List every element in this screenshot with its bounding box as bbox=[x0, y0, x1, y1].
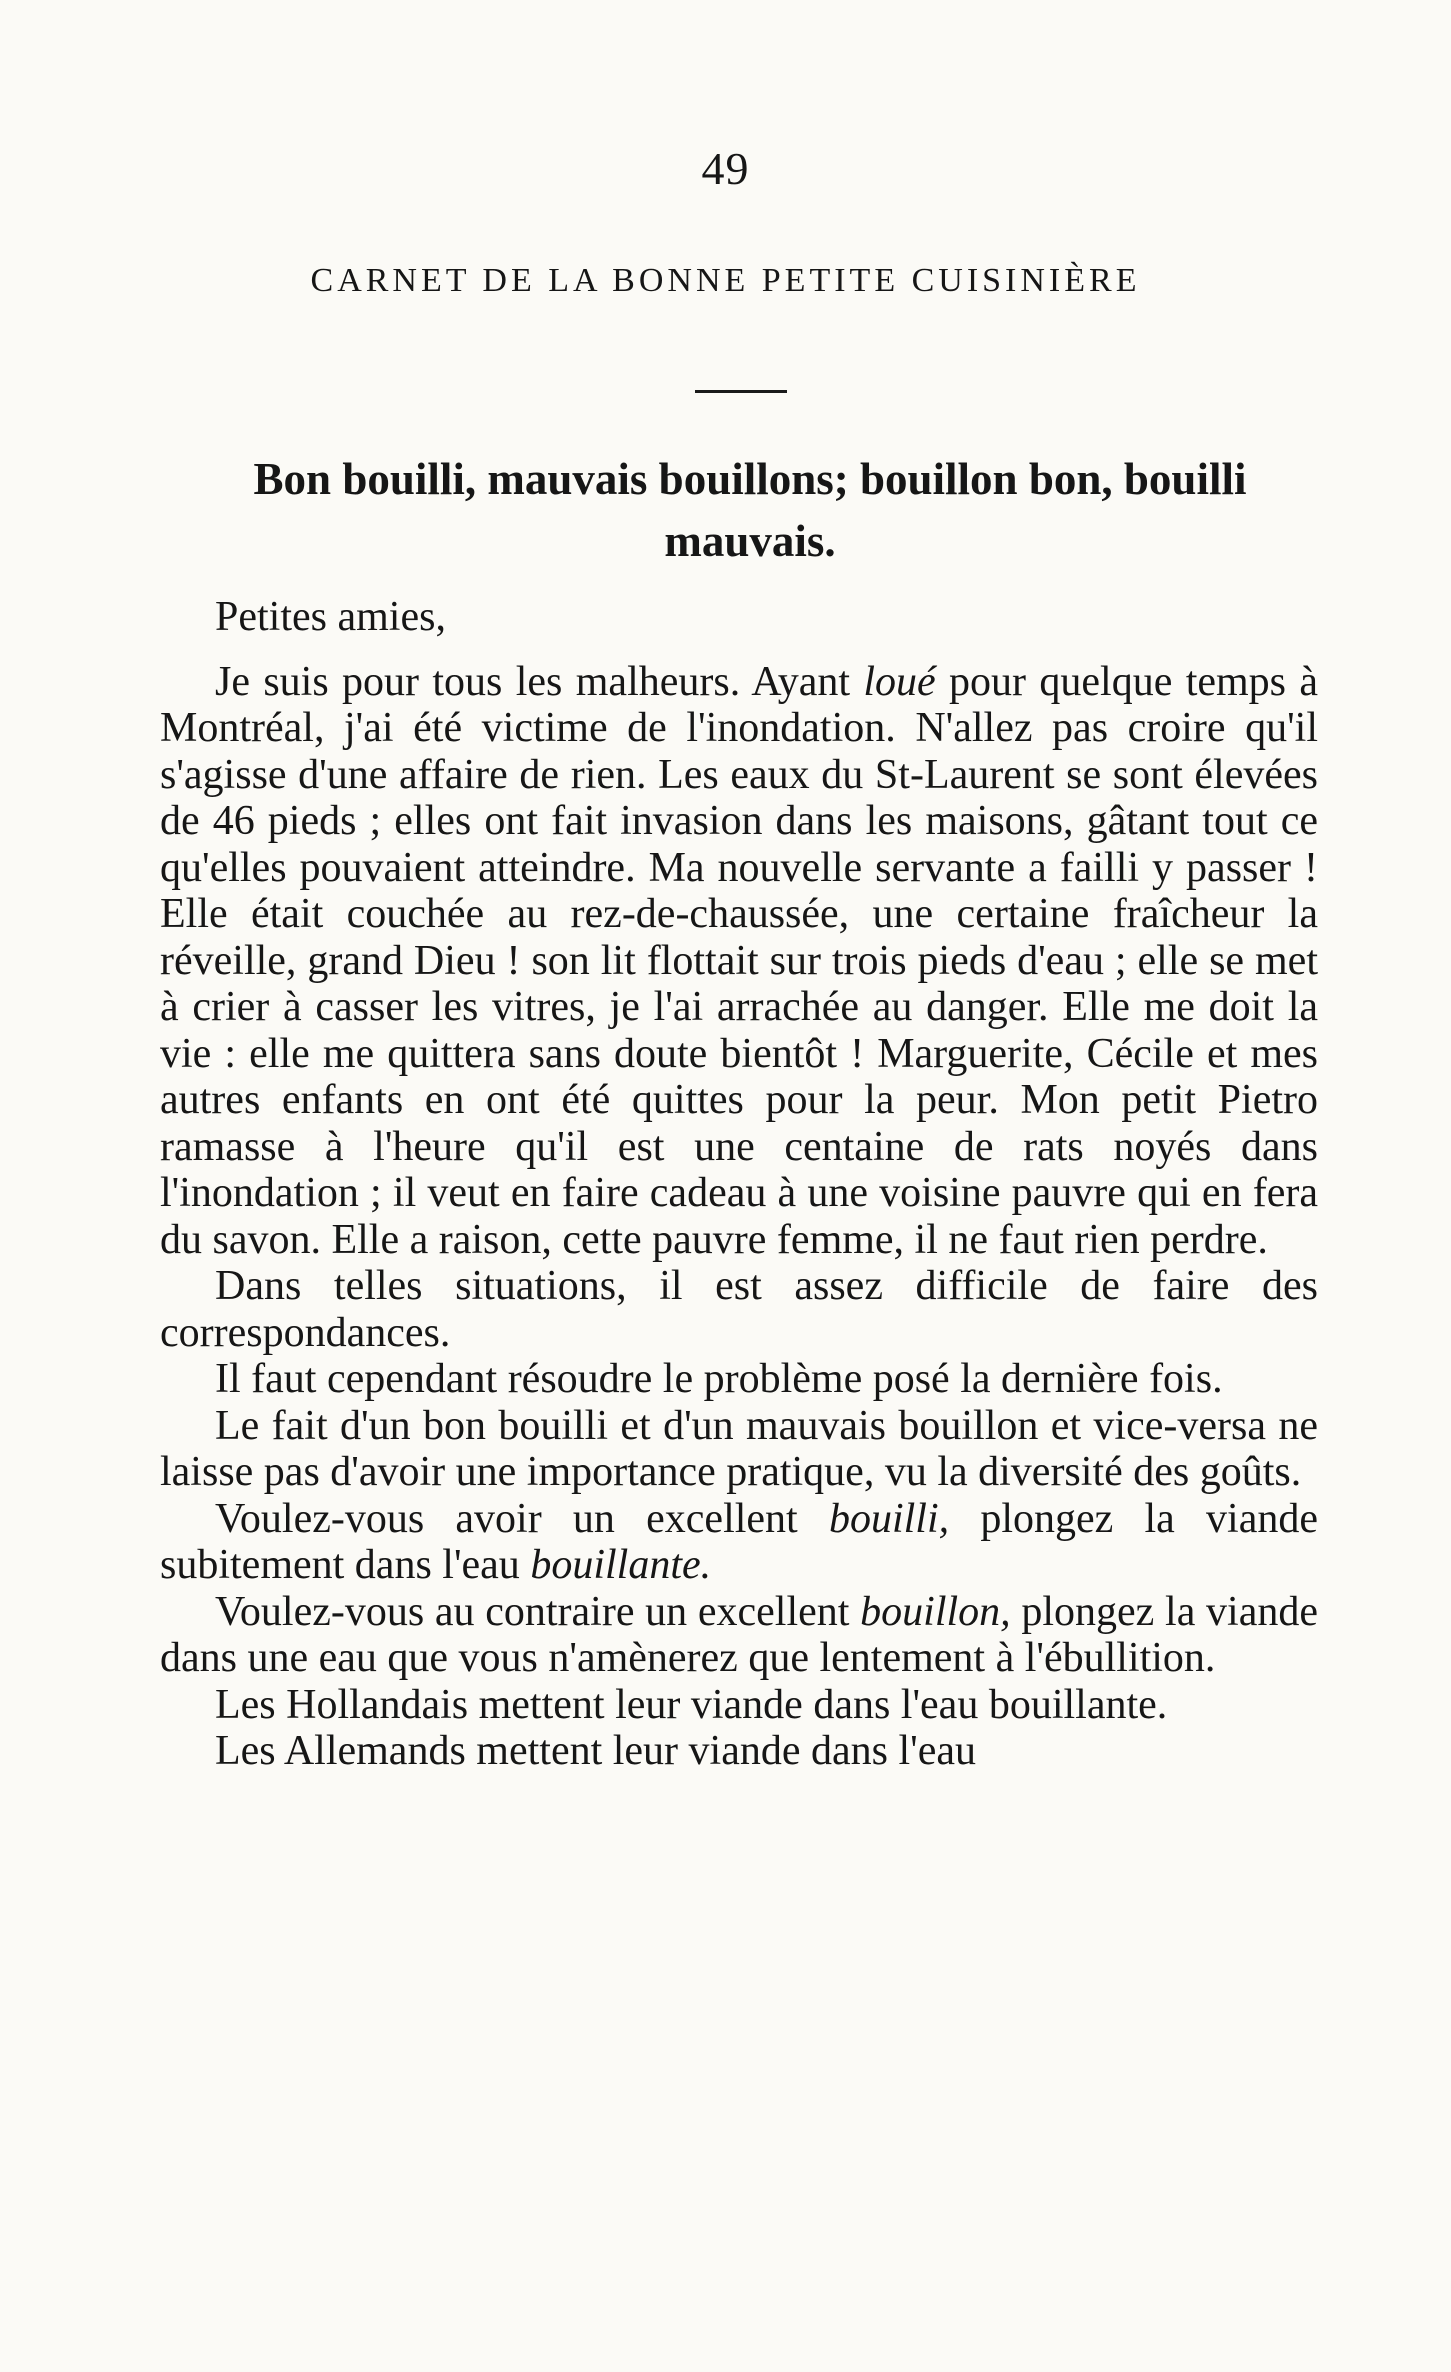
page-number: 49 bbox=[701, 143, 750, 194]
paragraph-5-italic-1: bouilli, bbox=[828, 1495, 950, 1542]
paragraph-1-part-a: Je suis pour tous les malheurs. Ayant bbox=[215, 658, 864, 705]
paragraph-1 bbox=[160, 659, 1318, 1264]
paragraph-6-part-c: plongez la viande dans une eau que vous n'amènerez que lentement à l'ébullition. bbox=[160, 1588, 1318, 1681]
paragraph-1-italic: loué bbox=[863, 658, 936, 705]
article-title: Bon bouilli, mauvais bouillons; bouillon bon, bouilli mauvais. bbox=[253, 454, 1247, 566]
separator-rule bbox=[695, 390, 787, 393]
paragraph-5-part-c: plongez la viande subitement dans l'eau bbox=[160, 1495, 1318, 1588]
paragraph-5 bbox=[160, 1496, 1318, 1589]
paragraph-8: Les Allemands mettent leur viande dans l'eau bbox=[215, 1728, 977, 1774]
paragraph-5-part-a: Voulez-vous avoir un excellent bbox=[215, 1495, 829, 1542]
paragraph-2: Dans telles situations, il est assez difficile de faire des correspondances. bbox=[160, 1263, 1318, 1356]
paragraph-6-part-a: Voulez-vous au contraire un excellent bbox=[215, 1588, 861, 1635]
paragraph-4: Le fait d'un bon bouilli et d'un mauvais bouillon et vice-versa ne laisse pas d'avoir une importance pratique, vu la diversité des goûts. bbox=[160, 1402, 1318, 1495]
paragraph-7: Les Hollandais mettent leur viande dans l'eau bouillante. bbox=[215, 1681, 1168, 1728]
paragraph-1-part-c: pour quelque temps à Montréal, j'ai été victime de l'inondation. N'allez pas croire qu'il s'agisse d'une affaire de rien. Les eaux du St-Laurent se sont élevées de 46 pieds ; elles ont fait invasion dans les maisons, gâtant tout ce qu'elles pouvaient atteindre. Ma nouvelle servante a failli y passer ! Elle était couchée au rez-de-chaussée, une certaine fraîcheur la réveille, grand Dieu ! son lit flottait sur trois pieds d'eau ; elle se met à crier à casser les vitres, je l'ai arrachée au danger. Elle me doit la vie : elle me quittera sans doute bientôt ! Marguerite, Cécile et mes autres enfants en ont été quittes pour la peur. Mon petit Pietro ramasse à l'heure qu'il est une centaine de rats noyés dans l'inondation ; il veut en faire cadeau à une voisine pauvre qui en fera du savon. Elle a raison, cette pauvre femme, il ne faut rien perdre. bbox=[160, 658, 1319, 1263]
paragraph-5-italic-2: bouillante. bbox=[530, 1542, 712, 1588]
running-head: CARNET DE LA BONNE PETITE CUISINIÈRE bbox=[310, 262, 1141, 299]
salutation: Petites amies, bbox=[215, 594, 446, 640]
paragraph-3: Il faut cependant résoudre le problème posé la dernière fois. bbox=[215, 1356, 1223, 1402]
paragraph-6-italic: bouillon, bbox=[860, 1588, 1011, 1635]
paragraph-6 bbox=[160, 1589, 1318, 1682]
article-body bbox=[160, 594, 1318, 1775]
